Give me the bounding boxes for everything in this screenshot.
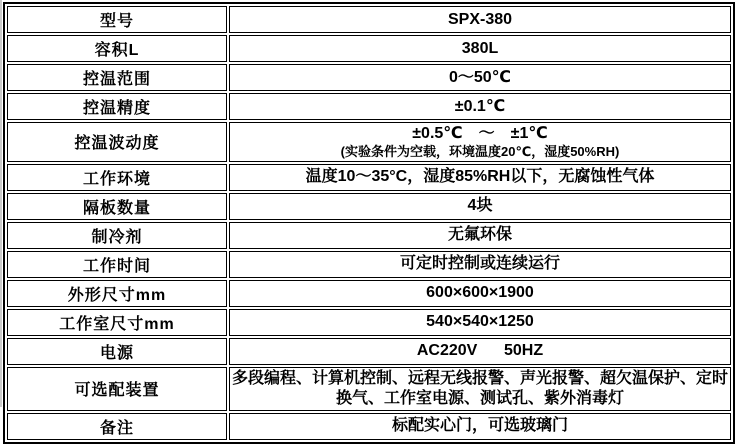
spec-value-cell (229, 35, 731, 62)
spec-value-cell (229, 222, 731, 249)
table-row (7, 251, 731, 278)
spec-value-cell (229, 93, 731, 120)
table-row (7, 413, 731, 440)
table-row (7, 309, 731, 336)
spec-table (3, 2, 735, 444)
table-row (7, 193, 731, 220)
spec-label: 控温波动度 (7, 122, 227, 162)
spec-label: 工作室尺寸mm (7, 309, 227, 336)
table-row (7, 122, 731, 162)
spec-value: AC220V 50HZ (416, 342, 544, 360)
table-row (7, 338, 731, 365)
table-row (7, 64, 731, 91)
spec-value: 标配实心门，可选玻璃门 (391, 417, 568, 435)
spec-value: 0～50℃ (448, 68, 512, 86)
spec-value-cell (229, 251, 731, 278)
spec-value-cell (229, 280, 731, 307)
spec-value-cell (229, 164, 731, 191)
spec-value: 540×540×1250 (426, 313, 534, 331)
spec-value: 无氟环保 (447, 226, 512, 244)
table-row (7, 6, 731, 33)
spec-value: SPX-380 (447, 10, 513, 28)
spec-value: ±0.5℃ ～ ±1℃ (412, 125, 548, 142)
spec-label: 型号 (7, 6, 227, 33)
spec-label: 控温精度 (7, 93, 227, 120)
table-row (7, 222, 731, 249)
spec-label: 工作环境 (7, 164, 227, 191)
spec-label: 电源 (7, 338, 227, 365)
spec-label: 隔板数量 (7, 193, 227, 220)
spec-value: 多段编程、计算机控制、远程无线报警、声光报警、超欠温保护、定时换气、工作室电源、测试孔、紫外消毒灯 (232, 369, 729, 407)
spec-label: 外形尺寸mm (7, 280, 227, 307)
spec-value-cell (229, 413, 731, 440)
spec-value-note: (实验条件为空载，环境温度20℃，湿度50%RH) (340, 144, 620, 159)
spec-value-cell (229, 367, 731, 411)
spec-value-cell (229, 122, 731, 162)
spec-label: 容积L (7, 35, 227, 62)
spec-value-cell (229, 338, 731, 365)
spec-label: 工作时间 (7, 251, 227, 278)
table-row (7, 35, 731, 62)
spec-value: 380L (461, 39, 499, 57)
spec-value-cell (229, 6, 731, 33)
spec-value-cell (229, 309, 731, 336)
spec-value: 温度10～35°C，湿度85%RH以下，无腐蚀性气体 (305, 168, 655, 186)
spec-label: 控温范围 (7, 64, 227, 91)
table-row (7, 164, 731, 191)
spec-value: 可定时控制或连续运行 (399, 255, 560, 273)
spec-value: ±0.1℃ (454, 97, 506, 115)
spec-label: 制冷剂 (7, 222, 227, 249)
spec-value-cell (229, 193, 731, 220)
spec-value: 600×600×1900 (426, 284, 534, 302)
table-row (7, 93, 731, 120)
page-edge (0, 0, 2, 407)
spec-value: 4块 (467, 197, 493, 215)
spec-table-body (7, 6, 731, 440)
spec-value-cell (229, 64, 731, 91)
spec-label: 备注 (7, 413, 227, 440)
table-row (7, 280, 731, 307)
table-row (7, 367, 731, 411)
spec-label: 可选配装置 (7, 367, 227, 411)
